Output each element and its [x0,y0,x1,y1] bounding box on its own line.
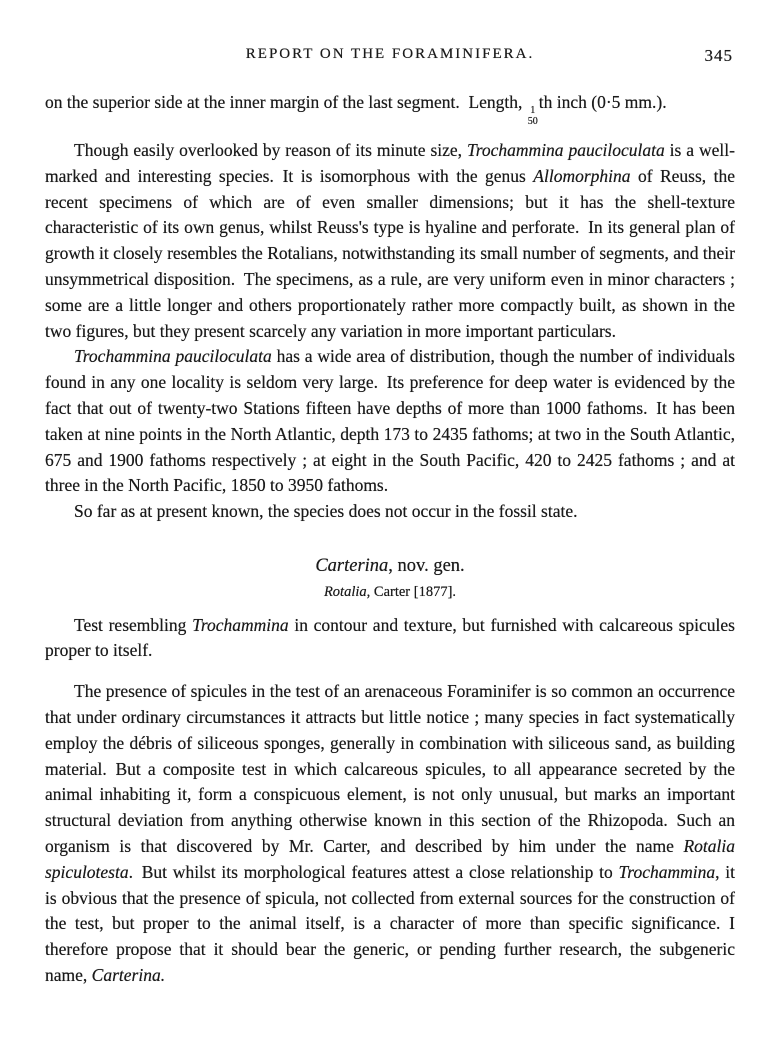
fraction: 1 50 [527,105,538,127]
text-run: is a well-marked and interesting species. It is isomorphous with the genus [45,140,735,186]
paragraph [45,613,735,665]
text-run: , Carter [1877]. [366,584,457,601]
text-run: of Reuss, the recent specimens of which are of even smaller dimensions; but it has the shell-texture characteristic of its own genus, whilst Reuss's type is hyaline and perforate. In its general plan of growth it closely resembles the Rotalians, notwithstanding its small number of segments, and their unsymmetrical disposition. The specimens, as a rule, are very uniform even in minor characters ; some are a little longer and others proportionately rather more compactly built, as shown in the two figures, but they present scarcely any variation in more important particulars. [45,165,735,341]
text-run: in contour and texture, but furnished with calcareous spicules proper to itself. [45,614,735,661]
text-run: Carterina. [91,964,166,985]
paragraph [45,499,735,525]
text-run: Rotalia spiculotesta [45,835,735,882]
text-run: So far as at present known, the species does not occur in the fossil state. [74,501,578,522]
running-title: REPORT ON THE FORAMINIFERA. [245,46,535,62]
paragraph-continuation [45,90,735,127]
running-header [45,46,735,63]
text-run: Rotalia [323,584,367,601]
text-run: Carterina [315,555,389,576]
text-run: on the superior side at the inner margin of the last segment. Length, [45,92,527,112]
paragraph [45,679,735,989]
paragraph [45,344,735,499]
text-run: . But whilst its morphological features attest a close relationship to [128,861,619,882]
text-run: , it is obvious that the presence of spicula, not collected from external sources for the construction of the test, but proper to the animal itself, is a character of more than specific significance. I therefore propose that it should bear the generic, or pending further research, the subgeneric name, [45,861,735,985]
text-run: Trochammina pauciloculata [74,346,272,367]
text-run: Trochammina [618,861,716,882]
text-run: has a wide area of distribution, though the number of individuals found in any one locality is seldom very large. Its preference for deep water is evidenced by the fact that out of twenty-two Stations fifteen have depths of more than 1000 fathoms. It has been taken at nine points in the North Atlantic, depth 173 to 2435 fathoms; at two in the South Atlantic, 675 and 1900 fathoms respectively ; at eight in the South Pacific, 420 to 2425 fathoms ; and at three in the North Pacific, 1850 to 3950 fathoms. [45,346,735,496]
text-run: Though easily overlooked by reason of its minute size, [74,140,467,160]
text-run: th inch (0·5 mm.). [538,92,667,112]
text-run: The presence of spicules in the test of an arenaceous Foraminifer is so common an occurrence that under ordinary circumstances it attracts but little notice ; many species in fact systematically employ the débris of siliceous sponges, generally in combination with siliceous sand, as building material. But a composite test in which calcareous spicules, to all appearance secreted by the animal inhabiting it, form a conspicuous element, is not only unusual, but marks an important structural deviation from anything otherwise known in this section of the Rhizopoda. Such an organism is that discovered by Mr. Carter, and described by him under the name [45,681,735,856]
page-body [45,90,735,989]
text-run: Trochammina [192,614,289,635]
paragraph [45,138,735,344]
text-run: Test resembling [74,614,193,635]
section-heading [45,555,735,577]
text-run: Allomorphina [533,165,631,186]
text-run: Trochammina pauciloculata [466,140,665,160]
page-number: 345 [704,46,733,65]
synonym-line [45,584,735,601]
text-run: , nov. gen. [388,555,465,576]
